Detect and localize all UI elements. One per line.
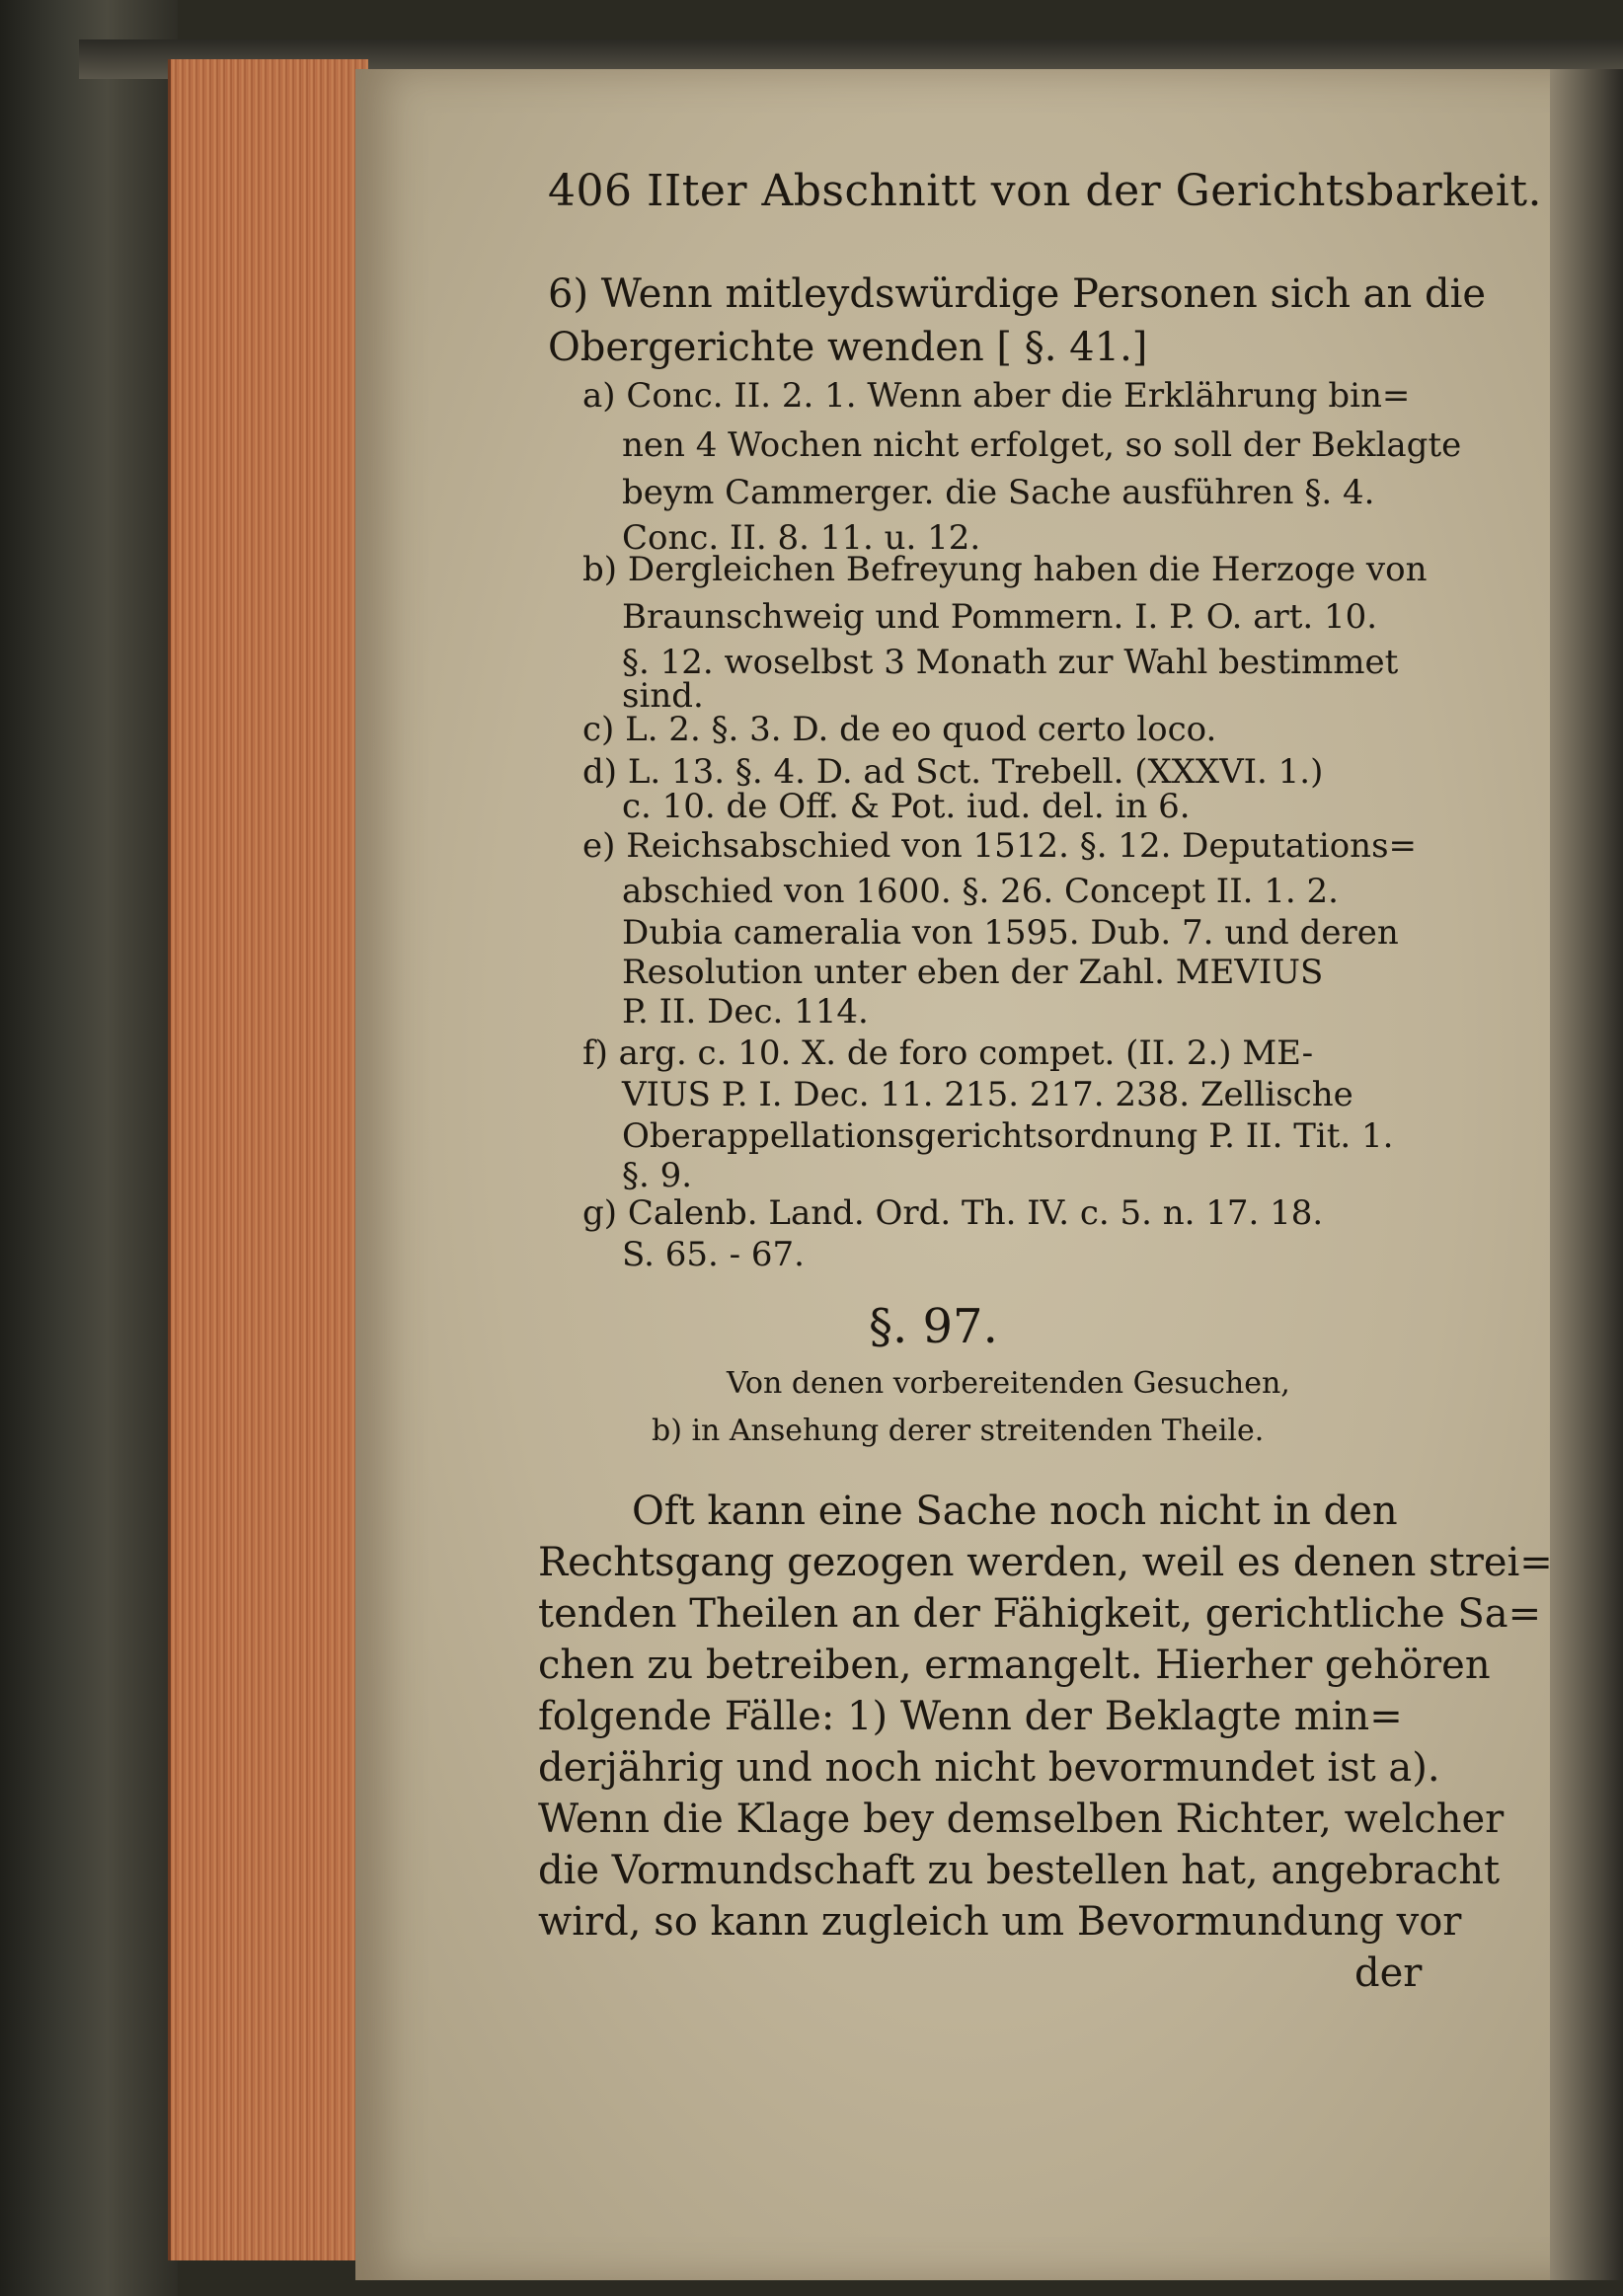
footnote-line: Conc. II. 8. 11. u. 12. bbox=[622, 518, 981, 558]
footnote-line: S. 65. - 67. bbox=[622, 1235, 805, 1274]
book-cover bbox=[0, 0, 178, 2296]
footnote-line: P. II. Dec. 114. bbox=[622, 992, 869, 1032]
body-line: derjährig und noch nicht bevormundet ist a). bbox=[538, 1745, 1440, 1791]
body-line: Rechtsgang gezogen werden, weil es denen strei= bbox=[538, 1540, 1553, 1585]
footnote-line: g) Calenb. Land. Ord. Th. IV. c. 5. n. 17. 18. bbox=[582, 1193, 1324, 1233]
footnote-line: sind. bbox=[622, 676, 704, 716]
footnote-line: c) L. 2. §. 3. D. de eo quod certo loco. bbox=[582, 710, 1217, 749]
footnote-line: VIUS P. I. Dec. 11. 215. 217. 238. Zellische bbox=[622, 1075, 1353, 1114]
item-6-line-1: 6) Wenn mitleydswürdige Personen sich an die bbox=[548, 271, 1487, 317]
running-header: 406 IIter Abschnitt von der Gerichtsbarkeit. bbox=[548, 166, 1543, 216]
footnote-line: §. 9. bbox=[622, 1156, 693, 1195]
footnote-line: e) Reichsabschied von 1512. §. 12. Deputations= bbox=[582, 826, 1418, 866]
section-number: §. 97. bbox=[869, 1299, 998, 1354]
section-subtitle-2: b) in Ansehung derer streitenden Theile. bbox=[652, 1414, 1265, 1448]
body-line: Wenn die Klage bey demselben Richter, welcher bbox=[538, 1797, 1505, 1842]
item-6-line-2: Obergerichte wenden [ §. 41.] bbox=[548, 325, 1148, 370]
catchword: der bbox=[1354, 1951, 1423, 1996]
footnote-line: Oberappellationsgerichtsordnung P. II. Tit. 1. bbox=[622, 1116, 1394, 1156]
footnote-line: c. 10. de Off. & Pot. iud. del. in 6. bbox=[622, 787, 1191, 826]
body-line: die Vormundschaft zu bestellen hat, angebracht bbox=[538, 1848, 1501, 1893]
body-line: folgende Fälle: 1) Wenn der Beklagte min= bbox=[538, 1694, 1403, 1739]
footnote-line: nen 4 Wochen nicht erfolget, so soll der Beklagte bbox=[622, 425, 1462, 465]
footnote-line: b) Dergleichen Befreyung haben die Herzoge von bbox=[582, 550, 1428, 589]
footnote-line: d) L. 13. §. 4. D. ad Sct. Trebell. (XXXVI. 1.) bbox=[582, 752, 1324, 792]
footnote-line: f) arg. c. 10. X. de foro compet. (II. 2.) ME- bbox=[582, 1033, 1314, 1073]
section-subtitle-1: Von denen vorbereitenden Gesuchen, bbox=[727, 1366, 1290, 1401]
footnote-line: a) Conc. II. 2. 1. Wenn aber die Erklährung bin= bbox=[582, 376, 1411, 416]
page-edges bbox=[168, 59, 368, 2260]
footnote-line: abschied von 1600. §. 26. Concept II. 1. 2. bbox=[622, 872, 1339, 911]
body-line: wird, so kann zugleich um Bevormundung vor bbox=[538, 1899, 1462, 1945]
body-line: tenden Theilen an der Fähigkeit, gerichtliche Sa= bbox=[538, 1591, 1542, 1637]
footnote-line: Braunschweig und Pommern. I. P. O. art. 10. bbox=[622, 597, 1378, 637]
footnote-line: Resolution unter eben der Zahl. MEVIUS bbox=[622, 953, 1324, 992]
footnote-line: Dubia cameralia von 1595. Dub. 7. und deren bbox=[622, 913, 1399, 953]
footnote-line: §. 12. woselbst 3 Monath zur Wahl bestimmet bbox=[622, 643, 1399, 682]
body-line: Oft kann eine Sache noch nicht in den bbox=[632, 1489, 1398, 1534]
footnote-line: beym Cammerger. die Sache ausführen §. 4. bbox=[622, 473, 1375, 512]
book-gutter bbox=[1550, 69, 1623, 2280]
body-line: chen zu betreiben, ermangelt. Hierher gehören bbox=[538, 1643, 1491, 1688]
